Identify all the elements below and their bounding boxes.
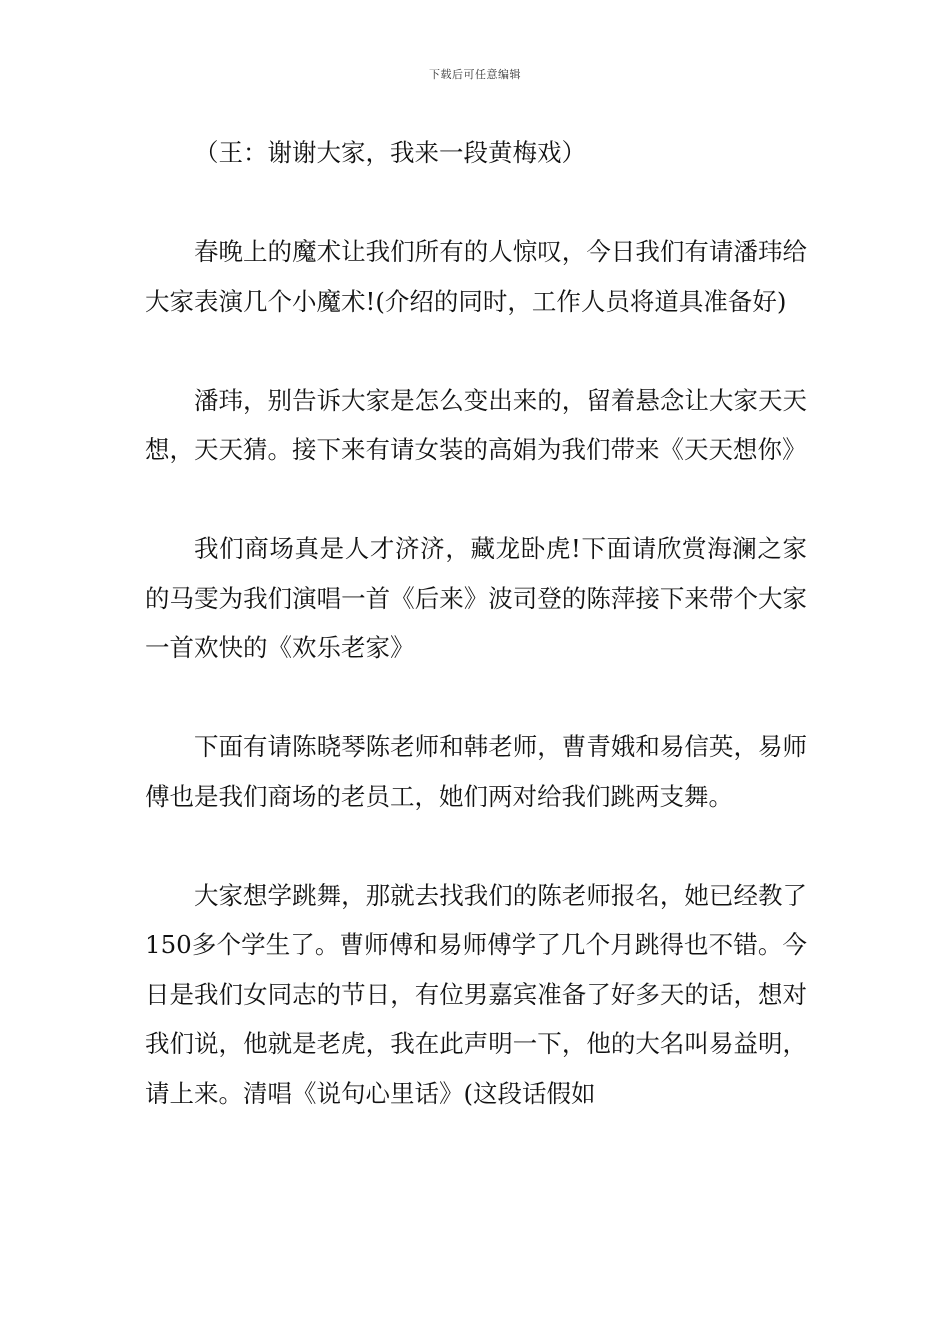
paragraph-6: 大家想学跳舞，那就去找我们的陈老师报名，她已经教了150多个学生了。曹师傅和易师傅学了几个月跳得也不错。今日是我们女同志的节日，有位男嘉宾准备了好多天的话，想对我们说，他就是老虎，我在此声明一下，他的大名叫易益明，请上来。清唱《说句心里话》(这段话假如 [145, 880, 807, 1108]
page-header: 下载后可任意编辑 [429, 68, 521, 81]
paragraph-spacer [145, 821, 807, 871]
paragraph-4: 我们商场真是人才济济，藏龙卧虎!下面请欣赏海澜之家的马雯为我们演唱一首《后来》波司登的陈萍接下来带个大家一首欢快的《欢乐老家》 [145, 534, 807, 662]
paragraph-2: 春晚上的魔术让我们所有的人惊叹，今日我们有请潘玮给大家表演几个小魔术!(介绍的同时，工作人员将道具准备好) [145, 237, 807, 316]
paragraph-spacer [145, 475, 807, 525]
paragraph-spacer [145, 178, 807, 228]
document-body [145, 128, 807, 1118]
paragraph-3: 潘玮，别告诉大家是怎么变出来的，留着悬念让大家天天想，天天猜。接下来有请女装的高娟为我们带来《天天想你》 [145, 385, 807, 464]
paragraph-spacer [145, 326, 807, 376]
paragraph-spacer [145, 673, 807, 723]
paragraph-1: （王：谢谢大家，我来一段黄梅戏） [194, 138, 586, 167]
paragraph-5: 下面有请陈晓琴陈老师和韩老师，曹青娥和易信英，易师傅也是我们商场的老员工，她们两对给我们跳两支舞。 [145, 732, 807, 811]
